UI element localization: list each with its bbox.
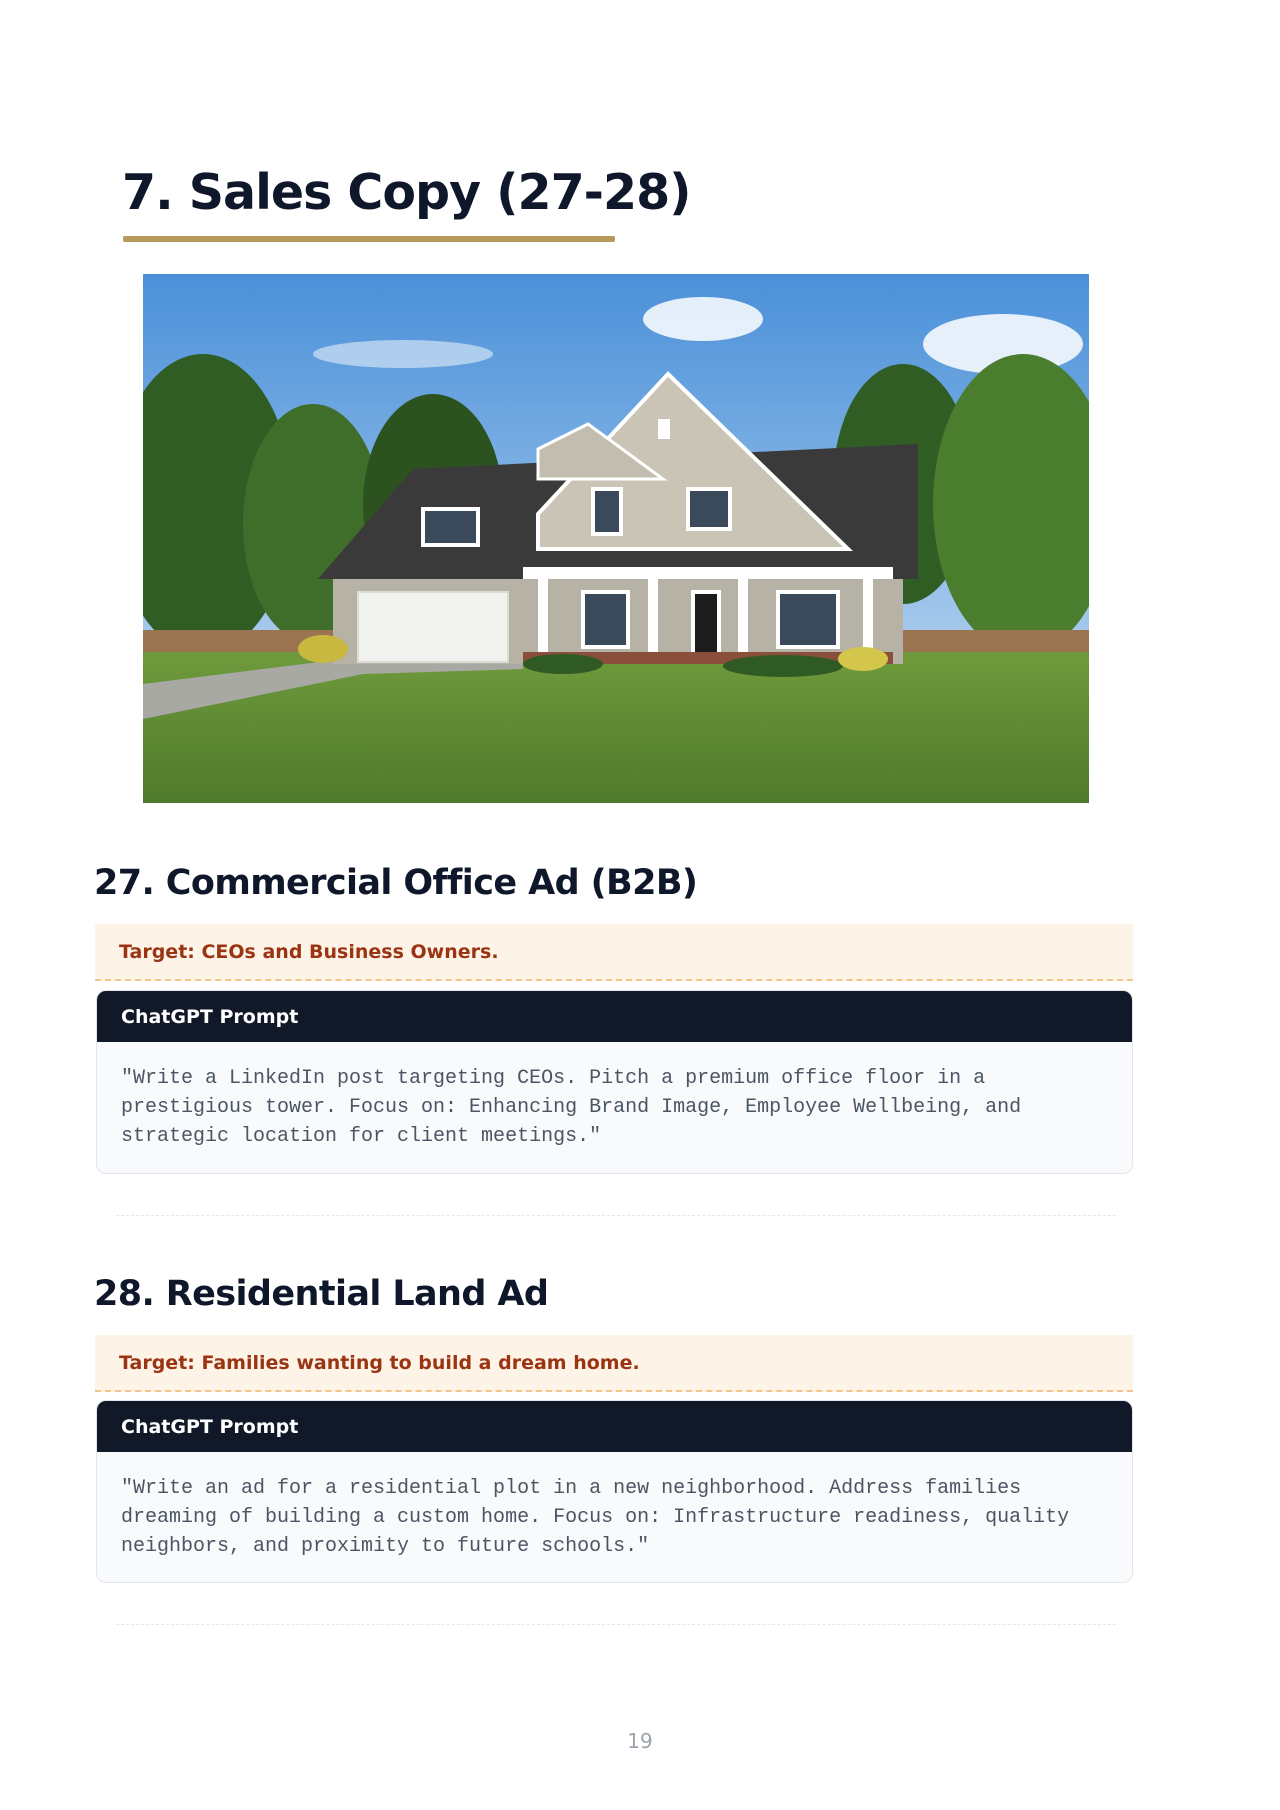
item-27-prompt-header: ChatGPT Prompt <box>97 991 1132 1042</box>
section-divider <box>116 1215 1116 1216</box>
title-underline <box>123 236 615 242</box>
item-28-prompt-text: "Write an ad for a residential plot in a new neighborhood. Address families dreaming of building a custom home. Focus on: Infrastructure readiness, quality neighbors, and proximity to future schools." <box>121 1477 1070 1558</box>
item-28-target-text: Target: Families wanting to build a dream home. <box>119 1351 640 1374</box>
section-title: 7. Sales Copy (27-28) <box>122 164 691 221</box>
house-photo <box>143 274 1089 803</box>
item-27-target-text: Target: CEOs and Business Owners. <box>119 940 499 963</box>
section-divider <box>116 1624 1116 1625</box>
item-28-prompt-card <box>96 1400 1133 1583</box>
item-28-title: 28. Residential Land Ad <box>94 1274 549 1314</box>
item-27-title: 27. Commercial Office Ad (B2B) <box>94 863 698 903</box>
item-27-target-banner <box>95 924 1133 981</box>
item-27-prompt-card <box>96 990 1133 1174</box>
page-number: 19 <box>627 1729 653 1753</box>
house-photo-icon <box>143 274 1089 803</box>
item-28-target-banner <box>95 1335 1133 1392</box>
item-28-prompt-header: ChatGPT Prompt <box>97 1401 1132 1452</box>
item-27-prompt-text: "Write a LinkedIn post targeting CEOs. Pitch a premium office floor in a prestigious tower. Focus on: Enhancing Brand Image, Employee Wellbeing, and strategic location for client meetings." <box>121 1067 1022 1148</box>
